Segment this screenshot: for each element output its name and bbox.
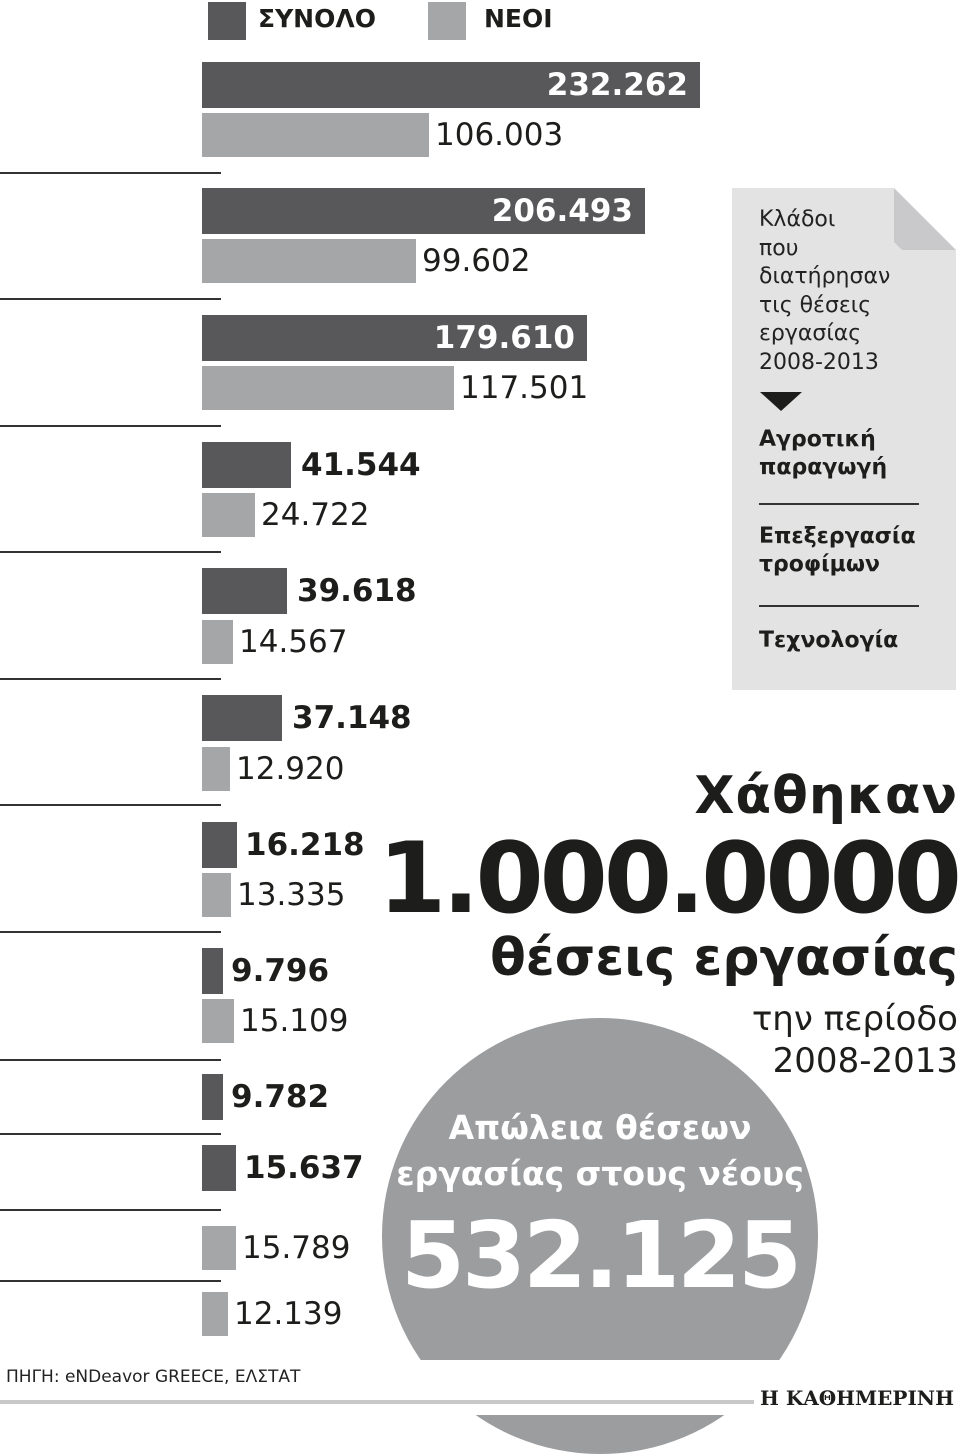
sidebox-item-line: τροφίμων (759, 552, 880, 577)
bar-young (202, 1292, 228, 1336)
value-label-total: 37.148 (292, 700, 412, 736)
value-label-young: 106.003 (435, 117, 564, 153)
row-separator (0, 804, 221, 806)
value-label-young: 14.567 (239, 624, 348, 660)
row-separator (0, 298, 221, 300)
headline-lost: Χάθηκαν (694, 766, 958, 826)
sidebox-item-technology (759, 627, 898, 655)
sidebox-item-food-processing (759, 523, 916, 579)
value-label-total: 39.618 (297, 573, 417, 609)
publisher-logo: Η ΚΑΘΗΜΕΡΙΝΗ (754, 1386, 954, 1410)
headline-period-line: την περίοδο (751, 999, 958, 1039)
sidebox-item-line: Αγροτική (759, 427, 876, 452)
row-separator (0, 678, 221, 680)
bar-total (202, 442, 291, 488)
bar-young (202, 239, 416, 283)
value-label-young: 117.501 (460, 370, 589, 406)
value-label-total: 206.493 (491, 193, 633, 229)
retained-sectors-box (732, 188, 956, 690)
sidebox-intro-line: που (759, 235, 799, 261)
bar-total (202, 695, 282, 741)
bar-total (202, 822, 237, 868)
bar-young (202, 113, 429, 157)
circle-caption-line2: εργασίας στους νέους (396, 1154, 804, 1193)
bar-young (202, 1226, 236, 1270)
value-label-total: 9.796 (231, 953, 330, 989)
sidebox-intro-line: τις θέσεις (759, 292, 872, 318)
circle-caption-line1: Απώλεια θέσεων (448, 1108, 752, 1147)
value-label-total: 9.782 (231, 1079, 330, 1115)
headline-period (752, 998, 958, 1082)
sidebox-item-agriculture (759, 426, 887, 482)
sidebox-intro-line: 2008-2013 (759, 349, 879, 375)
value-label-total: 16.218 (245, 827, 365, 863)
value-label-young: 24.722 (261, 497, 370, 533)
sidebox-intro-line: εργασίας (759, 321, 862, 346)
value-label-young: 99.602 (422, 243, 531, 279)
sidebox-item-line: παραγωγή (759, 455, 888, 480)
headline-period-years: 2008-2013 (772, 1041, 958, 1081)
value-label-young: 12.920 (236, 751, 345, 787)
circle-number: 532.125 (400, 1202, 800, 1309)
bar-total (202, 1074, 223, 1120)
bar-young (202, 873, 231, 917)
sidebox-divider (759, 605, 919, 607)
footer-rule (0, 1400, 800, 1404)
row-separator (0, 931, 221, 933)
bar-total (202, 1145, 236, 1191)
down-arrow-icon (760, 392, 802, 411)
row-separator (0, 1133, 221, 1135)
legend-label-total: ΣΥΝΟΛΟ (258, 4, 376, 33)
row-separator (0, 1059, 221, 1061)
value-label-young: 15.789 (242, 1230, 351, 1266)
bar-young (202, 620, 233, 664)
value-label-total: 179.610 (433, 320, 575, 356)
row-separator (0, 172, 221, 174)
value-label-young: 12.139 (234, 1296, 343, 1332)
sidebox-intro-line: Κλάδοι (759, 207, 836, 232)
sidebox-divider (759, 503, 919, 505)
headline-jobs: θέσεις εργασίας (490, 928, 958, 988)
bar-young (202, 366, 454, 410)
value-label-total: 41.544 (301, 447, 421, 483)
value-label-total: 15.637 (244, 1150, 364, 1186)
sidebox-intro-line: διατήρησαν (759, 264, 891, 289)
value-label-young: 13.335 (237, 877, 346, 913)
bar-young (202, 999, 234, 1043)
bar-total (202, 948, 223, 994)
sidebox-intro (759, 206, 890, 377)
bar-young (202, 747, 230, 791)
row-separator (0, 1280, 221, 1282)
value-label-young: 15.109 (240, 1003, 349, 1039)
page-fold-icon (894, 188, 956, 250)
row-separator (0, 1209, 221, 1211)
row-separator (0, 551, 221, 553)
headline-number: 1.000.0000 (378, 822, 958, 936)
bar-total (202, 568, 287, 614)
sidebox-item-line: Επεξεργασία (759, 524, 916, 549)
bar-young (202, 493, 255, 537)
legend-label-young: ΝΕΟΙ (484, 4, 553, 33)
sidebox-item-line: Τεχνολογία (759, 628, 899, 653)
value-label-total: 232.262 (546, 67, 688, 103)
source-note: ΠΗΓΗ: eNDeavor GREECE, ΕΛΣΤΑΤ (6, 1367, 301, 1387)
row-separator (0, 425, 221, 427)
